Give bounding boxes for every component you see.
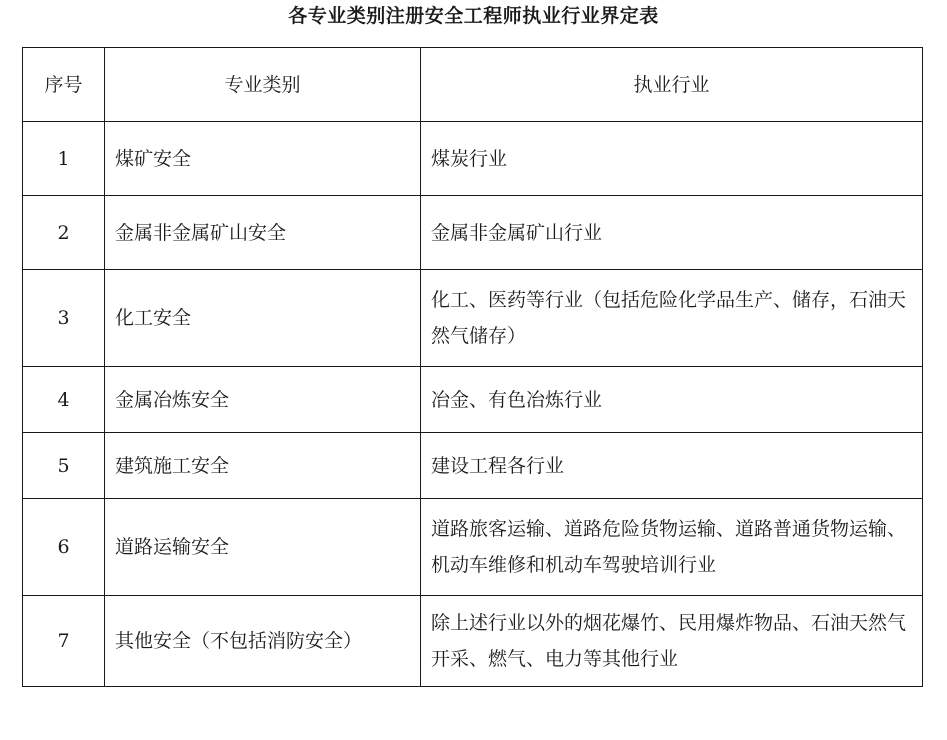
industry-definition-table: [22, 47, 923, 687]
row-index: 6: [23, 499, 105, 596]
table-row: [23, 196, 923, 270]
row-industry: 道路旅客运输、道路危险货物运输、道路普通货物运输、机动车维修和机动车驾驶培训行业: [421, 499, 923, 596]
header-index: 序号: [23, 48, 105, 122]
row-industry: 建设工程各行业: [421, 433, 923, 499]
row-category: 建筑施工安全: [105, 433, 421, 499]
row-index: 1: [23, 122, 105, 196]
table-row: [23, 596, 923, 687]
row-industry: 煤炭行业: [421, 122, 923, 196]
table-row: [23, 367, 923, 433]
row-index: 5: [23, 433, 105, 499]
row-industry: 金属非金属矿山行业: [421, 196, 923, 270]
table-header-row: [23, 48, 923, 122]
table-row: [23, 270, 923, 367]
table-row: [23, 499, 923, 596]
row-category: 其他安全（不包括消防安全）: [105, 596, 421, 687]
table-row: [23, 433, 923, 499]
row-industry: 除上述行业以外的烟花爆竹、民用爆炸物品、石油天然气开采、燃气、电力等其他行业: [421, 596, 923, 687]
row-industry: 化工、医药等行业（包括危险化学品生产、储存，石油天然气储存）: [421, 270, 923, 367]
row-index: 3: [23, 270, 105, 367]
header-category: 专业类别: [105, 48, 421, 122]
row-industry: 冶金、有色冶炼行业: [421, 367, 923, 433]
row-category: 煤矿安全: [105, 122, 421, 196]
header-industry: 执业行业: [421, 48, 923, 122]
row-category: 金属冶炼安全: [105, 367, 421, 433]
document-title: 各专业类别注册安全工程师执业行业界定表: [288, 5, 659, 27]
row-index: 7: [23, 596, 105, 687]
row-category: 金属非金属矿山安全: [105, 196, 421, 270]
row-index: 4: [23, 367, 105, 433]
row-category: 化工安全: [105, 270, 421, 367]
table-row: [23, 122, 923, 196]
row-index: 2: [23, 196, 105, 270]
row-category: 道路运输安全: [105, 499, 421, 596]
